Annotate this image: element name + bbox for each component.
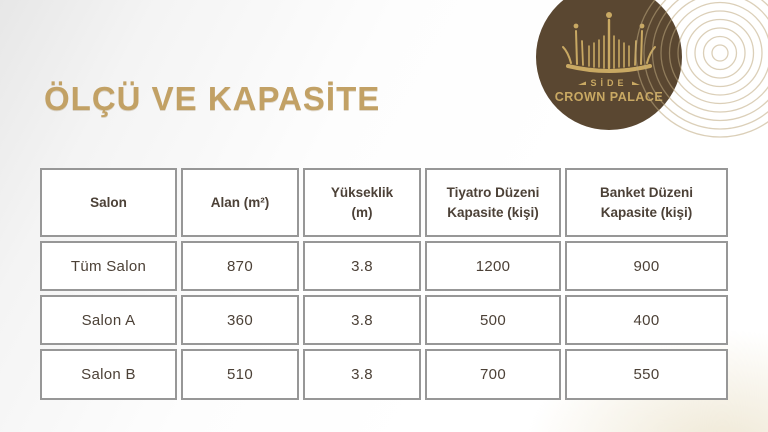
- row-salon-b-banket: 550: [565, 349, 728, 400]
- header-line: Tiyatro Düzeni: [446, 184, 540, 200]
- row-salon-a-name: Salon A: [40, 295, 177, 345]
- row-salon-b-tiyatro: 700: [425, 349, 561, 400]
- row-tum-salon-tiyatro: 1200: [425, 241, 561, 291]
- header-alan: [181, 168, 299, 237]
- header-tiyatro-kapasite: [425, 168, 561, 237]
- row-salon-b-name: Salon B: [40, 349, 177, 400]
- header-yukseklik: [303, 168, 421, 237]
- row-tum-salon-banket: 900: [565, 241, 728, 291]
- logo-brand-bottom: CROWN PALACE: [554, 90, 664, 104]
- logo-brand-top: SİDE: [590, 78, 628, 88]
- header-line: Kapasite (kişi): [600, 204, 693, 220]
- row-salon-a-tiyatro: 500: [425, 295, 561, 345]
- header-line: Banket Düzeni: [599, 184, 694, 200]
- header-line: (m): [351, 204, 373, 220]
- row-salon-a-banket: 400: [565, 295, 728, 345]
- header-line: Alan (m²): [210, 194, 270, 210]
- row-tum-salon-yukseklik: 3.8: [303, 241, 421, 291]
- concentric-rings-icon: [635, 0, 768, 138]
- row-tum-salon-alan: 870: [181, 241, 299, 291]
- header-salon: [40, 168, 177, 237]
- capacity-table: [40, 168, 728, 400]
- header-line: Yükseklik: [330, 184, 394, 200]
- header-line: Kapasite (kişi): [447, 204, 539, 220]
- row-salon-b-yukseklik: 3.8: [303, 349, 421, 400]
- header-banket-kapasite: [565, 168, 728, 237]
- row-salon-a-alan: 360: [181, 295, 299, 345]
- row-salon-b-alan: 510: [181, 349, 299, 400]
- row-tum-salon-name: Tüm Salon: [40, 241, 177, 291]
- page-title: ÖLÇÜ VE KAPASİTE: [44, 80, 381, 117]
- row-salon-a-yukseklik: 3.8: [303, 295, 421, 345]
- header-line: Salon: [90, 194, 127, 210]
